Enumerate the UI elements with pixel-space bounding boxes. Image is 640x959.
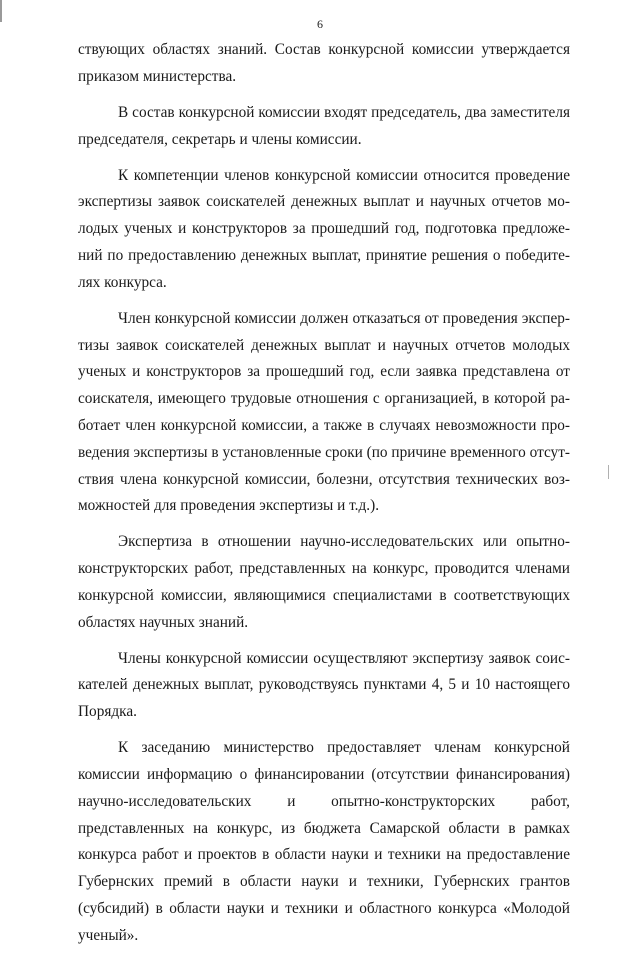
page-number: 6 <box>317 17 323 31</box>
paragraph-member-recusal: Член конкурсной комиссии должен отказаться от проведения экспертизы заявок соискателей денежных выплат и научных отчетов молодых ученых и конструкторов за прошедший год, если заявка представлена от соискателя, имеющего трудовые отношения с организацией, в которой работает член конкурсной комиссии, а также в случаях невозможности проведения экспертизы в установленные сроки (по причине временного отсутствия члена конкурсной комиссии, болезни, отсутствия технических возможностей для проведения экспертизы и т.д.). <box>78 309 570 515</box>
paragraph-financing-information: К заседанию министерство предоставляет членам конкурсной комиссии информацию о финансировании (отсутствии финансирования) научно-исследовательских и опытно-конструкторских работ, представленных на конкурс, из бюджета Самарской области в рамках конкурса работ и проектов в области науки и техники на предоставление Губернских премий в области науки и техники, Губернских грантов (субсидий) в области науки и техники и областного конкурса «Молодой ученый». <box>78 739 570 944</box>
document-body <box>78 37 570 959</box>
paragraph-commission-members: В состав конкурсной комиссии входят председатель, два заместителя председателя, секретарь и члены комиссии. <box>78 103 570 148</box>
scan-speck <box>608 465 609 479</box>
paragraph-expertise-specialists: Экспертиза в отношении научно-исследовательских или опытно-конструкторских работ, представленных на конкурс, проводится членами конкурсной комиссии, являющимися специалистами в соответствующих областях научных знаний. <box>78 533 570 631</box>
paragraph-commission-composition-approval: ствующих областях знаний. Состав конкурсной комиссии утверждается приказом министерства. <box>78 41 570 85</box>
paragraph-expertise-procedure: Члены конкурсной комиссии осуществляют экспертизу заявок соискателей денежных выплат, руководствуясь пунктами 4, 5 и 10 настоящего Порядка. <box>78 649 570 721</box>
paragraph-commission-competence: К компетенции членов конкурсной комиссии относится проведение экспертизы заявок соискателей денежных выплат и научных отчетов молодых ученых и конструкторов за прошедший год, подготовка предложений по предоставлению денежных выплат, принятие решения о победителях конкурса. <box>78 166 570 291</box>
